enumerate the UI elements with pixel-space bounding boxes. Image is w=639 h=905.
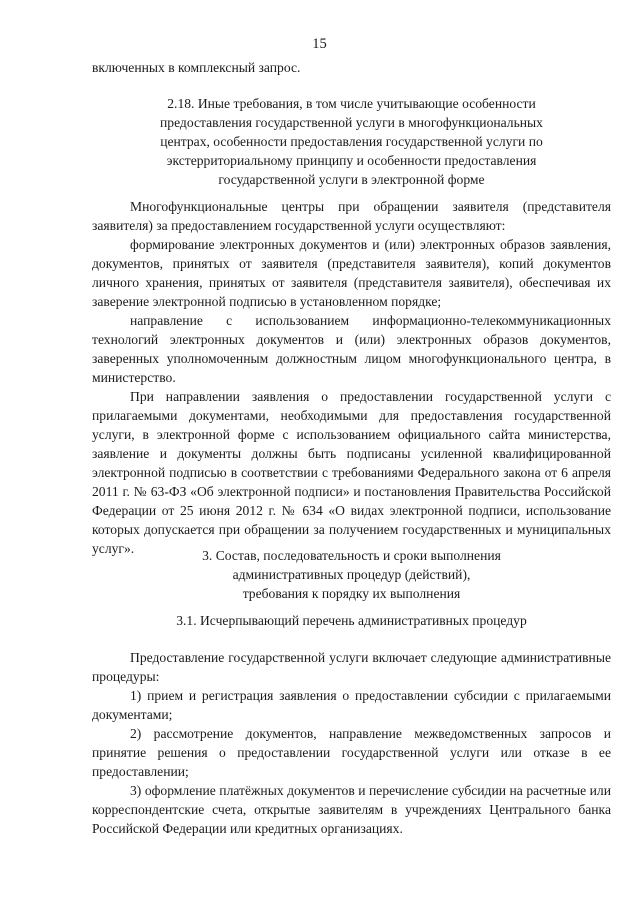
list-item: 1) прием и регистрация заявления о предоставлении субсидии с прилагаемыми документами; (92, 688, 611, 722)
list-item: 2) рассмотрение документов, направление межведомственных запросов и принятие решения о предоставлении государственной услуги или отказе в ее предоставлении; (92, 726, 611, 779)
heading-line: экстерриториальному принципу и особенности предоставления (166, 153, 537, 168)
section-3-heading (92, 546, 611, 603)
section-3-1-heading (92, 611, 611, 630)
continuation-text (92, 58, 611, 77)
heading-line: 3. Состав, последовательность и сроки выполнения (202, 548, 501, 563)
paragraph: Предоставление государственной услуги включает следующие административные процедуры: (92, 650, 611, 684)
paragraph: формирование электронных документов и (или) электронных образов заявления, документов, принятых от заявителя (представителя заявителя), копий документов личного хранения, принятых от заявителя (представителя заявителя), обеспечивая их заверение электронной подписью в установленном порядке; (92, 237, 611, 309)
heading-line: требования к порядку их выполнения (242, 586, 461, 601)
heading-line: 2.18. Иные требования, в том числе учитывающие особенности (167, 96, 536, 111)
section-2-18-body (92, 197, 611, 558)
heading-line: 3.1. Исчерпывающий перечень административных процедур (176, 613, 527, 628)
paragraph: При направлении заявления о предоставлении государственной услуги с прилагаемыми документами, необходимыми для предоставления государственной услуги, в электронной форме с использованием официального сайта министерства, заявление и документы должны быть подписаны усиленной квалифицированной электронной подписью в соответствии с требованиями Федерального закона от 6 апреля 2011 г. № 63-ФЗ «Об электронной подписи» и постановления Правительства Российской Федерации от 25 июня 2012 г. № 634 «О видах электронной подписи, использование которых допускается при обращении за получением государственных и муниципальных услуг». (92, 389, 611, 556)
heading-line: государственной услуги в электронной форме (218, 172, 485, 187)
section-2-18-heading (92, 94, 611, 189)
first-line: включенных в комплексный запрос. (92, 60, 301, 75)
list-item: 3) оформление платёжных документов и перечисление субсидии на расчетные или корреспондентские счета, открытые заявителям в учреждениях Центрального банка Российской Федерации или кредитных организациях. (92, 783, 611, 836)
section-3-1-body (92, 648, 611, 838)
paragraph: Многофункциональные центры при обращении заявителя (представителя заявителя) за предоставлением государственной услуги осуществляют: (92, 199, 611, 233)
page-number: 15 (312, 36, 327, 52)
paragraph: направление с использованием информационно-телекоммуникационных технологий электронных документов и (или) электронных образов документов, заверенных уполномоченным должностным лицом многофункционального центра, в министерство. (92, 313, 611, 385)
heading-line: административных процедур (действий), (232, 567, 471, 582)
heading-line: центрах, особенности предоставления государственной услуги по (160, 134, 543, 149)
heading-line: предоставления государственной услуги в многофункциональных (160, 115, 543, 130)
